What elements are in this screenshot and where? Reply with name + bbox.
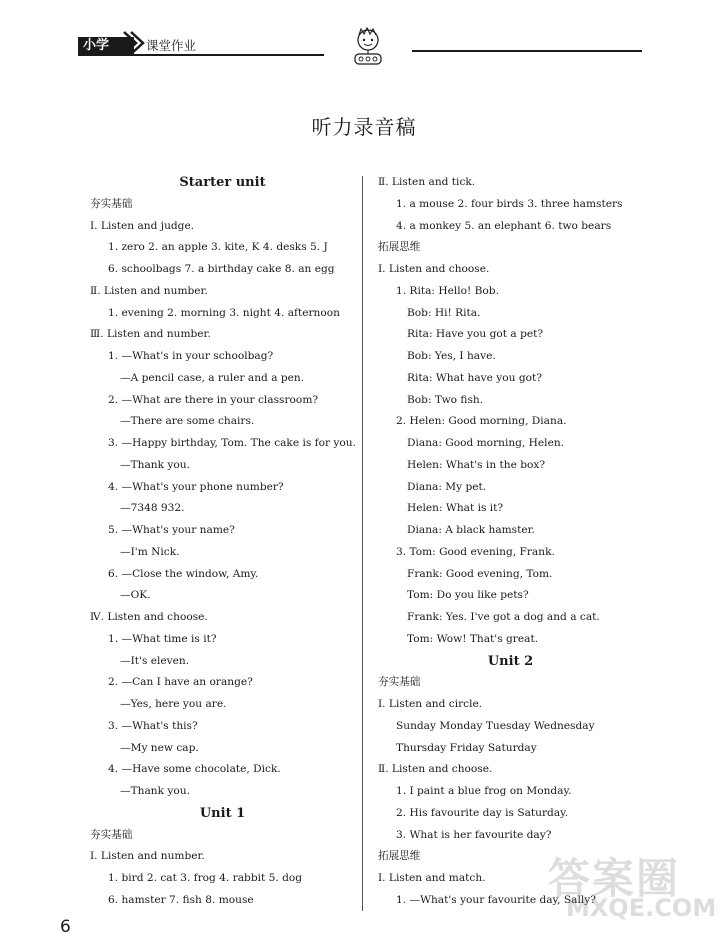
page-title: 听力录音稿	[311, 115, 417, 139]
answer-line: —Yes, here you are.	[120, 698, 227, 710]
dialogue-line: Frank: Yes. I've got a dog and a cat.	[407, 611, 600, 623]
answer-line: Thursday Friday Saturday	[396, 741, 537, 754]
book-title: 课堂作业	[146, 38, 197, 53]
dialogue-line: Bob: Two fish.	[407, 393, 484, 406]
answer-line: 3. —What's this?	[108, 719, 198, 732]
exercise-heading: Ⅰ. Listen and number.	[90, 850, 205, 863]
page-number: 6	[60, 917, 71, 937]
answer-line: 5. —What's your name?	[108, 524, 235, 536]
answer-line: 6. hamster 7. fish 8. mouse	[108, 893, 254, 906]
answer-line: 3. —Happy birthday, Tom. The cake is for you.	[108, 437, 356, 449]
dialogue-line: Rita: What have you got?	[407, 371, 542, 384]
left-column	[90, 172, 355, 912]
answer-line: 3. Tom: Good evening, Frank.	[396, 545, 555, 558]
answer-line: 1. —What time is it?	[108, 632, 217, 645]
dialogue-line: Helen: What is it?	[407, 502, 504, 515]
dialogue-line: Diana: My pet.	[407, 480, 487, 493]
answer-line: —I'm Nick.	[120, 545, 180, 558]
dialogue-line: Diana: Good morning, Helen.	[407, 437, 565, 449]
exercise-heading: Ⅳ. Listen and choose.	[90, 611, 208, 623]
dialogue-line: Bob: Yes, I have.	[407, 350, 496, 362]
exercise-heading: Ⅰ. Listen and judge.	[90, 219, 195, 232]
answer-line: 1. —What's your favourite day, Sally?	[396, 893, 596, 906]
watermark	[548, 846, 718, 928]
chevron-icon	[122, 30, 146, 56]
answer-line: 2. Helen: Good morning, Diana.	[396, 415, 567, 428]
answer-line: 2. —What are there in your classroom?	[108, 393, 319, 406]
answer-line: 1. bird 2. cat 3. frog 4. rabbit 5. dog	[108, 872, 303, 884]
mascot-icon	[347, 26, 389, 68]
answer-line: 4. —Have some chocolate, Dick.	[108, 763, 281, 776]
watermark-url: MXQE.COM	[566, 894, 717, 922]
answer-line: —My new cap.	[120, 741, 199, 754]
answer-line: 2. —Can I have an orange?	[108, 676, 253, 689]
answer-line: 6. —Close the window, Amy.	[108, 567, 259, 580]
answer-line: 1. Rita: Hello! Bob.	[396, 284, 499, 297]
dialogue-line: Frank: Good evening, Tom.	[407, 567, 553, 580]
answer-line: —There are some chairs.	[120, 415, 255, 428]
answer-line: 1. evening 2. morning 3. night 4. afternoon	[108, 306, 340, 319]
answer-line: —Thank you.	[120, 785, 190, 797]
section-heading: 拓展思维	[378, 850, 421, 863]
exercise-heading: Ⅰ. Listen and match.	[378, 872, 486, 884]
unit-heading: Unit 2	[487, 653, 534, 669]
answer-line: 1. —What's in your schoolbag?	[108, 350, 274, 362]
section-heading: 夯实基础	[378, 676, 421, 689]
column-divider	[362, 176, 363, 911]
dialogue-line: Rita: Have you got a pet?	[407, 328, 544, 341]
answer-line: 1. zero 2. an apple 3. kite, K 4. desks 5. J	[108, 241, 328, 254]
answer-line: Sunday Monday Tuesday Wednesday	[396, 719, 595, 732]
exercise-heading: Ⅱ. Listen and tick.	[378, 176, 476, 188]
header-rule-right	[412, 50, 642, 52]
answer-line: —It's eleven.	[120, 654, 190, 667]
answer-line: 2. His favourite day is Saturday.	[396, 806, 569, 819]
right-column	[378, 172, 643, 912]
answer-line: —A pencil case, a ruler and a pen.	[120, 371, 305, 384]
answer-line: —Thank you.	[120, 458, 190, 471]
header-rule-left	[78, 54, 324, 56]
answer-line: 3. What is her favourite day?	[396, 828, 552, 841]
exercise-heading: Ⅰ. Listen and choose.	[378, 263, 490, 275]
dialogue-line: Helen: What's in the box?	[407, 458, 546, 471]
exercise-heading: Ⅰ. Listen and circle.	[378, 698, 483, 710]
answer-line: 1. I paint a blue frog on Monday.	[396, 785, 572, 797]
answer-line: 4. —What's your phone number?	[108, 480, 284, 493]
dialogue-line: Bob: Hi! Rita.	[407, 306, 481, 319]
answer-line: 6. schoolbags 7. a birthday cake 8. an egg	[108, 263, 335, 275]
dialogue-line: Tom: Wow! That's great.	[407, 632, 539, 645]
exercise-heading: Ⅲ. Listen and number.	[90, 328, 211, 341]
unit-heading: Unit 1	[199, 805, 246, 821]
exercise-heading: Ⅱ. Listen and number.	[90, 284, 208, 297]
unit-heading: Starter unit	[179, 175, 266, 190]
section-heading: 夯实基础	[90, 197, 133, 210]
watermark-logo-text: 答案圈	[548, 854, 681, 903]
exercise-heading: Ⅱ. Listen and choose.	[378, 763, 493, 776]
section-heading: 夯实基础	[90, 828, 133, 841]
dialogue-line: Tom: Do you like pets?	[407, 589, 529, 602]
section-heading: 拓展思维	[378, 241, 421, 254]
answer-line: —OK.	[120, 589, 151, 602]
answer-line: —7348 932.	[120, 502, 185, 515]
answer-line: 4. a monkey 5. an elephant 6. two bears	[396, 219, 612, 232]
grade-tag: 小学	[78, 37, 134, 55]
answer-line: 1. a mouse 2. four birds 3. three hamsters	[396, 197, 623, 210]
dialogue-line: Diana: A black hamster.	[407, 524, 535, 536]
